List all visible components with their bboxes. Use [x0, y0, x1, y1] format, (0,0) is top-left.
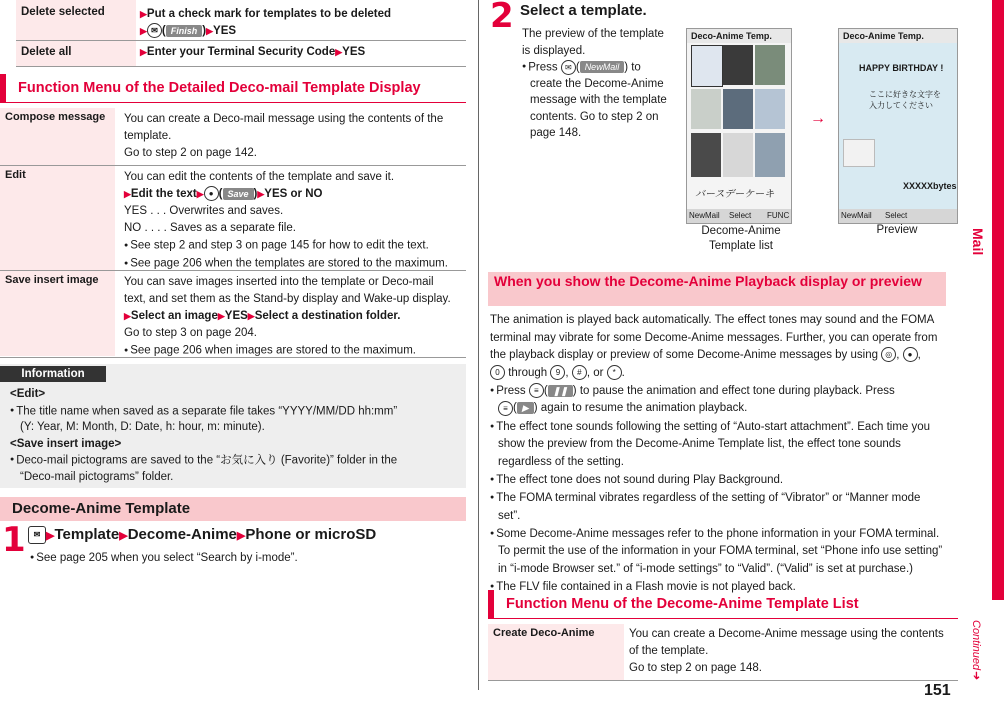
thumbnail [691, 45, 723, 87]
text-line: ● See page 206 when images are stored to the maximum. [124, 342, 462, 360]
preview-screen [838, 28, 958, 224]
text-line: page 148. [530, 127, 582, 140]
info-heading: <Save insert image> [10, 437, 122, 450]
row-content [120, 108, 466, 165]
text-line: of the template. [629, 645, 709, 657]
caption-line: Template list [709, 240, 773, 252]
softkey-label: NewMail [580, 61, 625, 73]
thumbnail [723, 133, 753, 177]
screen-title: Deco-Anime Temp. [687, 29, 791, 43]
thumbnail [691, 133, 721, 177]
softkey-bar [839, 209, 957, 223]
text-line: is displayed. [522, 44, 586, 57]
continued-label: Continued➜ [970, 620, 982, 680]
thumbnail-grid [691, 45, 785, 179]
column-divider [478, 0, 479, 690]
preview-banner: HAPPY BIRTHDAY ! [859, 63, 944, 73]
arrow-icon: ➜ [970, 670, 982, 680]
selected-item-label: バースデーケーキ [695, 189, 775, 200]
menu-key-icon: ≡ [529, 383, 544, 398]
text-line: Go to step 2 on page 148. [629, 662, 762, 674]
text-line: Go to step 2 on page 142. [124, 147, 257, 159]
row-content [120, 166, 466, 275]
softkey-left: NewMail [841, 211, 872, 220]
softkey-left: NewMail [689, 211, 720, 220]
text-line: in “i-mode Browser set.” of “i-mode settings” to “Valid”. (“Valid” is set at purchase.) [498, 562, 913, 575]
top-table [16, 0, 466, 67]
text-line: ここに好きな文字を [869, 90, 941, 99]
step-number: 1 [2, 520, 26, 560]
text-line: ● See page 206 when the templates are stored to the maximum. [124, 255, 462, 273]
template-list-screen [686, 28, 792, 224]
thumbnail [723, 45, 753, 85]
text-line: ● The title name when saved as a separate file takes “YYYY/MM/DD hh:mm” [10, 403, 397, 420]
table-row [0, 108, 466, 164]
mail-key-icon: ✉ [147, 23, 162, 38]
page-number: 151 [924, 682, 951, 699]
side-tab-label: Mail [970, 228, 986, 256]
section-heading: When you show the Decome-Anime Playback display or preview [488, 272, 946, 306]
mail-key-icon: ✉ [561, 60, 576, 75]
row-label: Compose message [5, 111, 106, 123]
text-line: regardless of the setting. [498, 455, 624, 468]
text-line: You can save images inserted into the template or Deco-mail [124, 276, 434, 288]
play-icon: ▶ [517, 402, 534, 414]
softkey-label: Finish [166, 25, 203, 37]
caption-line: Decome-Anime [701, 225, 781, 237]
function-table [488, 624, 958, 681]
table-row [0, 270, 466, 358]
text-line: The animation is played back automatically. The effect tones may sound and the FOMA [490, 314, 935, 326]
function-table [0, 108, 466, 356]
table-row [0, 165, 466, 270]
text-line: create the Decome-Anime [530, 77, 664, 90]
right-column [488, 0, 960, 702]
softkey-right: FUNC [767, 211, 790, 220]
row-content: ▶Enter your Terminal Security Code▶YES [140, 46, 366, 58]
row-label: Save insert image [5, 274, 99, 286]
text-line: ● Press ✉ ( NewMail ) to [522, 59, 667, 76]
text-line: NO . . . . Saves as a separate file. [124, 222, 296, 234]
preview-text [869, 89, 941, 111]
multi-key-icon: ◎ [881, 347, 896, 362]
key-9-icon: 9 [550, 365, 565, 380]
section-heading: Decome-Anime Template [0, 497, 466, 521]
text-line: Go to step 3 on page 204. [124, 327, 257, 339]
text-line: text, and set them as the Stand-by display and Wake-up display. [124, 293, 451, 305]
text-line: ● The effect tone sounds following the setting of “Auto-start attachment”. Each time you [490, 418, 960, 436]
softkey-center: Select [885, 211, 908, 220]
text-line: The preview of the template [522, 28, 664, 40]
information-badge: Information [0, 366, 106, 382]
row-label: Create Deco-Anime [493, 627, 595, 639]
key-hash-icon: # [572, 365, 587, 380]
text-line: 入力してください [869, 101, 933, 110]
text-line: ● Press ≡ ( ❚❚ ) to pause the animation and effect tone during playback. Press [490, 382, 960, 400]
center-key-icon: ● [204, 186, 219, 201]
thumbnail [755, 89, 785, 129]
text-line: “Deco-mail pictograms” folder. [20, 471, 174, 484]
text-line: ≡ ( ▶ ) again to resume the animation playback. [490, 400, 960, 418]
softkey-bar [687, 209, 791, 223]
text-line: You can edit the contents of the template and save it. [124, 171, 395, 183]
byte-count: XXXXXbytes [903, 181, 957, 191]
text-line: You can create a Decome-Anime message using the contents [629, 628, 944, 640]
text-line: terminal may vibrate for some Decome-Anime messages. Further, you can operate from [490, 331, 938, 344]
information-box [0, 364, 466, 488]
section-heading: Function Menu of the Detailed Deco-mail Template Display [0, 74, 466, 103]
gift-image [843, 139, 875, 167]
menu-key-icon: ≡ [498, 401, 513, 416]
text-line: (Y: Year, M: Month, D: Date, h: hour, m: minute). [20, 421, 265, 434]
softkey-center: Select [729, 211, 752, 220]
step-note: ● See page 205 when you select “Search by i-mode”. [30, 552, 298, 564]
step-title: Select a template. [520, 2, 647, 19]
arrow-right-icon: → [810, 110, 826, 127]
text-line: 0 through 9 , # , or * . [490, 365, 960, 383]
info-heading: <Edit> [10, 388, 46, 400]
text-line: YES . . . Overwrites and saves. [124, 205, 284, 217]
text-line: To permit the use of the information in your FOMA terminal, set “Phone info use setting” [498, 545, 943, 558]
text-line: ● See step 2 and step 3 on page 145 for how to edit the text. [124, 237, 462, 255]
section3-body [490, 312, 960, 597]
key-0-icon: 0 [490, 365, 505, 380]
text-line: ▶Edit the text▶ ● ( Save )▶YES or NO [124, 188, 323, 200]
text-line: the playback display or preview of some Decome-Anime messages by using ◎ , ● , [490, 349, 921, 361]
pause-icon: ❚❚ [548, 385, 573, 397]
text-line: You can create a Deco-mail message using the contents of the [124, 113, 444, 125]
text-line: ● The FOMA terminal vibrates regardless of the setting of “Vibrator” or “Manner mode [490, 489, 960, 507]
row-content [120, 271, 466, 363]
thumbnail [691, 89, 721, 129]
softkey-label: Save [223, 188, 254, 200]
text-line: template. [124, 130, 172, 142]
step-instruction: ✉ ▶Template▶Decome-Anime▶Phone or microSD [28, 526, 376, 544]
thumbnail [755, 45, 785, 85]
text-line: ● The effect tone does not sound during Play Background. [490, 471, 960, 489]
text-line: message with the template [530, 94, 667, 107]
text-line: show the preview from the Decome-Anime Template list, the effect tone sounds [498, 438, 901, 451]
info-body [10, 386, 397, 486]
mail-key-icon: ✉ [28, 526, 46, 544]
screen-caption: Preview [876, 224, 918, 236]
text-line: set”. [498, 509, 521, 522]
center-key-icon: ● [903, 347, 918, 362]
section-heading: Function Menu of the Decome-Anime Template List [488, 590, 958, 619]
text-line: ● Deco-mail pictograms are saved to the “お気に入り (Favorite)” folder in the [10, 452, 397, 469]
row-divider [16, 40, 466, 41]
text-line: ● Some Decome-Anime messages refer to the phone information in your FOMA terminal. [490, 525, 960, 543]
thumbnail [723, 89, 753, 129]
key-star-icon: * [607, 365, 622, 380]
row-label: Delete all [21, 46, 72, 58]
row-content: ▶Put a check mark for templates to be deleted ▶ ✉ ( Finish )▶YES [140, 8, 392, 37]
text-line: ▶Select an image▶YES▶Select a destination folder. [124, 310, 401, 322]
row-label: Delete selected [21, 6, 105, 18]
text-line: ● The FLV file contained in a Flash movie is not played back. [490, 578, 960, 596]
side-tab [964, 0, 1004, 702]
screen-title: Deco-Anime Temp. [839, 29, 957, 43]
screen-caption [686, 224, 796, 254]
step-number: 2 [490, 0, 514, 36]
thumbnail [755, 133, 785, 177]
left-column [0, 0, 468, 702]
step-body [522, 26, 667, 142]
row-label: Edit [5, 169, 26, 181]
text-line: contents. Go to step 2 on [530, 110, 659, 123]
side-tab-bar [992, 0, 1004, 600]
row-content [629, 626, 944, 677]
